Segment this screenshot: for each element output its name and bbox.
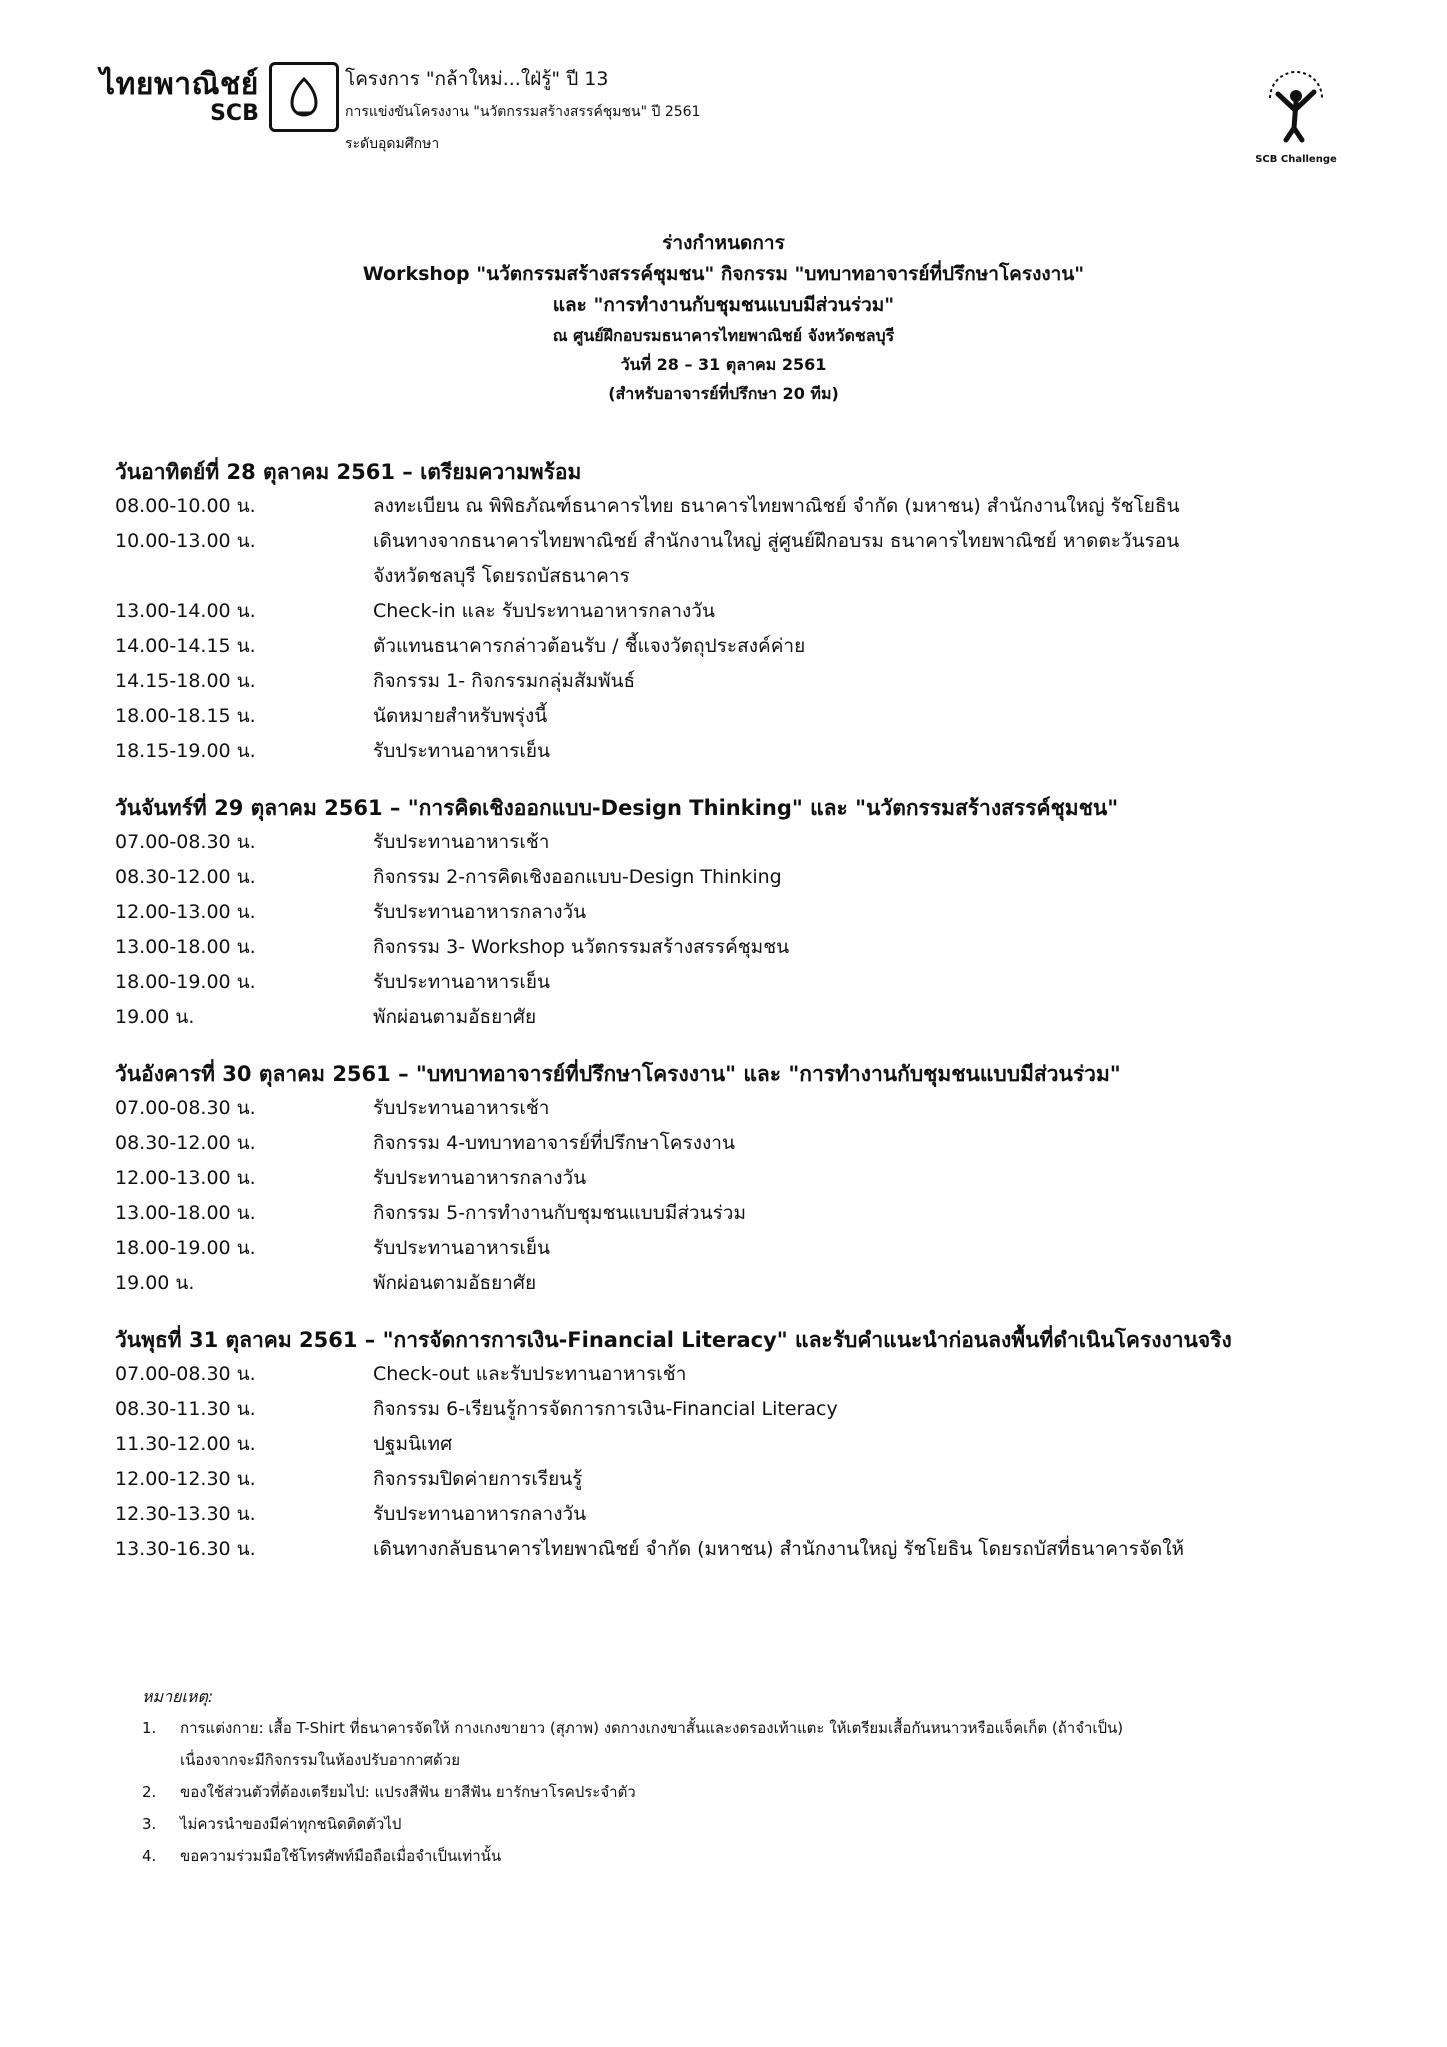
note-number: 2.: [142, 1783, 157, 1801]
row-time: 07.00-08.30 น.: [115, 831, 256, 853]
note-item: [142, 1744, 1362, 1776]
day-2: [115, 791, 1355, 1035]
row-activity: กิจกรรม 5-การทำงานกับชุมชนแบบมีส่วนร่วม: [373, 1202, 746, 1224]
row-activity: รับประทานอาหารเย็น: [373, 971, 551, 993]
row-activity: รับประทานอาหารเช้า: [373, 1097, 550, 1119]
row-activity: นัดหมายสำหรับพรุ่งนี้: [373, 705, 548, 727]
schedule-row: [115, 699, 1355, 734]
row-time: 18.15-19.00 น.: [115, 740, 256, 762]
schedule-row: [115, 1497, 1355, 1532]
row-time: 18.00-18.15 น.: [115, 705, 256, 727]
row-activity: กิจกรรม 2-การคิดเชิงออกแบบ-Design Thinking: [373, 866, 782, 888]
schedule-row: [115, 1126, 1355, 1161]
day-heading: วันพุธที่ 31 ตุลาคม 2561 – "การจัดการการเงิน-Financial Literacy" และรับคำแนะนำก่อนลงพื้นที่ดำเนินโครงงานจริง: [115, 1328, 1232, 1352]
row-activity: พักผ่อนตามอัธยาศัย: [373, 1006, 537, 1028]
row-time: 18.00-19.00 น.: [115, 1237, 256, 1259]
row-time: 14.15-18.00 น.: [115, 670, 256, 692]
row-activity: ลงทะเบียน ณ พิพิธภัณฑ์ธนาคารไทย ธนาคารไทยพาณิชย์ จำกัด (มหาชน) สำนักงานใหญ่ รัชโยธิน: [373, 495, 1180, 517]
row-time: 10.00-13.00 น.: [115, 530, 256, 552]
note-text: การแต่งกาย: เสื้อ T-Shirt ที่ธนาคารจัดให้ กางเกงขายาว (สุภาพ) งดกางเกงขาสั้นและงดรองเท้าแตะ ให้เตรียมเสื้อกันหนาวหรือแจ็คเก็ต (ถ้าจำเป็น): [180, 1719, 1124, 1737]
schedule-row: [115, 860, 1355, 895]
title-audience: (สำหรับอาจารย์ที่ปรึกษา 20 ทีม): [608, 384, 839, 403]
row-time: 08.00-10.00 น.: [115, 495, 256, 517]
row-time: 08.30-11.30 น.: [115, 1398, 256, 1420]
row-activity: กิจกรรม 6-เรียนรู้การจัดการการเงิน-Financial Literacy: [373, 1398, 838, 1420]
row-activity: รับประทานอาหารเย็น: [373, 1237, 551, 1259]
row-activity: Check-out และรับประทานอาหารเช้า: [373, 1363, 687, 1385]
row-time: 13.00-14.00 น.: [115, 600, 256, 622]
note-number: 3.: [142, 1815, 157, 1833]
schedule-row: [115, 1392, 1355, 1427]
row-time: 11.30-12.00 น.: [115, 1433, 256, 1455]
project-name: โครงการ "กล้าใหม่...ใฝ่รู้" ปี 13: [345, 68, 609, 90]
row-activity: ปฐมนิเทศ: [373, 1433, 453, 1455]
logo-scb-text: SCB: [210, 101, 259, 126]
row-time: 08.30-12.00 น.: [115, 866, 256, 888]
row-time: 13.00-18.00 น.: [115, 1202, 256, 1224]
schedule-row: [115, 1161, 1355, 1196]
row-activity: จังหวัดชลบุรี โดยรถบัสธนาคาร: [373, 565, 630, 587]
day-heading: วันอาทิตย์ที่ 28 ตุลาคม 2561 – เตรียมความพร้อม: [115, 460, 582, 484]
schedule-row: [115, 1462, 1355, 1497]
note-number: [142, 1744, 180, 1776]
schedule-row: [115, 1091, 1355, 1126]
scb-emblem-icon: [269, 62, 339, 132]
logo-thai-text: ไทยพาณิชย์: [100, 67, 259, 102]
row-activity: กิจกรรม 1- กิจกรรมกลุ่มสัมพันธ์: [373, 670, 636, 692]
day-heading: วันจันทร์ที่ 29 ตุลาคม 2561 – "การคิดเชิงออกแบบ-Design Thinking" และ "นวัตกรรมสร้างสรรค์ชุมชน": [115, 796, 1119, 820]
scb-challenge-logo: [1251, 68, 1341, 165]
note-item: [142, 1808, 1362, 1840]
schedule-row: [115, 1000, 1355, 1035]
schedule-row: [115, 629, 1355, 664]
title-line-2: Workshop "นวัตกรรมสร้างสรรค์ชุมชน" กิจกรรม "บทบาทอาจารย์ที่ปรึกษาโครงงาน": [362, 263, 1085, 285]
schedule-row: [115, 825, 1355, 860]
project-header: [345, 66, 700, 156]
row-time: 13.00-18.00 น.: [115, 936, 256, 958]
notes-section: [142, 1682, 1362, 1872]
note-item: [142, 1776, 1362, 1808]
title-line-1: ร่างกำหนดการ: [662, 232, 785, 254]
day-heading: วันอังคารที่ 30 ตุลาคม 2561 – "บทบาทอาจารย์ที่ปรึกษาโครงงาน" และ "การทำงานกับชุมชนแบบมีส่วนร่วม": [115, 1062, 1121, 1086]
schedule-row: [115, 1427, 1355, 1462]
row-time: 12.00-12.30 น.: [115, 1468, 256, 1490]
note-item: [142, 1712, 1362, 1744]
challenge-figure-icon: [1256, 68, 1336, 148]
notes-label: หมายเหตุ:: [142, 1687, 214, 1706]
row-activity: รับประทานอาหารกลางวัน: [373, 901, 587, 923]
schedule-row: [115, 1266, 1355, 1301]
row-activity: เดินทางกลับธนาคารไทยพาณิชย์ จำกัด (มหาชน) สำนักงานใหญ่ รัชโยธิน โดยรถบัสที่ธนาคารจัดให้: [373, 1538, 1185, 1560]
row-activity: พักผ่อนตามอัธยาศัย: [373, 1272, 537, 1294]
schedule-row: [115, 965, 1355, 1000]
schedule-row: [115, 1532, 1355, 1567]
row-activity: กิจกรรม 3- Workshop นวัตกรรมสร้างสรรค์ชุมชน: [373, 936, 790, 958]
schedule-row: [115, 734, 1355, 769]
schedule-row: [115, 930, 1355, 965]
title-line-3: และ "การทำงานกับชุมชนแบบมีส่วนร่วม": [552, 294, 895, 316]
day-4: [115, 1323, 1355, 1567]
row-time: 12.00-13.00 น.: [115, 1167, 256, 1189]
row-time: 14.00-14.15 น.: [115, 635, 256, 657]
note-text: ขอความร่วมมือใช้โทรศัพท์มือถือเมื่อจำเป็นเท่านั้น: [180, 1847, 502, 1865]
row-activity: กิจกรรม 4-บทบาทอาจารย์ที่ปรึกษาโครงงาน: [373, 1132, 735, 1154]
row-time: 19.00 น.: [115, 1006, 195, 1028]
day-3: [115, 1057, 1355, 1301]
row-time: 07.00-08.30 น.: [115, 1097, 256, 1119]
row-time: 07.00-08.30 น.: [115, 1363, 256, 1385]
row-activity: รับประทานอาหารเย็น: [373, 740, 551, 762]
schedule-row: [115, 1231, 1355, 1266]
schedule-row: [115, 594, 1355, 629]
schedule-row: [115, 1196, 1355, 1231]
education-level: ระดับอุดมศึกษา: [345, 136, 440, 152]
note-text: ของใช้ส่วนตัวที่ต้องเตรียมไป: แปรงสีฟัน ยาสีฟัน ยารักษาโรคประจำตัว: [180, 1783, 636, 1801]
schedule-row: [115, 559, 1355, 594]
row-activity: เดินทางจากธนาคารไทยพาณิชย์ สำนักงานใหญ่ สู่ศูนย์ฝึกอบรม ธนาคารไทยพาณิชย์ หาดตะวันรอน: [373, 530, 1180, 552]
competition-name: การแข่งขันโครงงาน "นวัตกรรมสร้างสรรค์ชุมชน" ปี 2561: [345, 104, 701, 120]
row-activity: กิจกรรมปิดค่ายการเรียนรู้: [373, 1468, 583, 1490]
row-time: 08.30-12.00 น.: [115, 1132, 256, 1154]
scb-logo: [100, 62, 339, 132]
schedule-row: [115, 1357, 1355, 1392]
row-time: 19.00 น.: [115, 1272, 195, 1294]
row-activity: รับประทานอาหารกลางวัน: [373, 1167, 587, 1189]
row-activity: ตัวแทนธนาคารกล่าวต้อนรับ / ชี้แจงวัตถุประสงค์ค่าย: [373, 635, 806, 657]
row-time: [115, 559, 373, 594]
row-activity: รับประทานอาหารเช้า: [373, 831, 550, 853]
note-text: ไม่ควรนำของมีค่าทุกชนิดติดตัวไป: [180, 1815, 402, 1833]
row-activity: รับประทานอาหารกลางวัน: [373, 1503, 587, 1525]
schedule-row: [115, 524, 1355, 559]
row-time: 12.30-13.30 น.: [115, 1503, 256, 1525]
day-1: [115, 455, 1355, 769]
note-text: เนื่องจากจะมีกิจกรรมในห้องปรับอากาศด้วย: [180, 1751, 461, 1769]
note-item: [142, 1840, 1362, 1872]
document-title: [0, 228, 1447, 408]
note-number: 1.: [142, 1719, 157, 1737]
schedule-row: [115, 489, 1355, 524]
row-time: 18.00-19.00 น.: [115, 971, 256, 993]
title-venue: ณ ศูนย์ฝึกอบรมธนาคารไทยพาณิชย์ จังหวัดชลบุรี: [552, 326, 895, 345]
row-time: 13.30-16.30 น.: [115, 1538, 256, 1560]
challenge-label: SCB Challenge: [1255, 154, 1337, 165]
title-dates: วันที่ 28 – 31 ตุลาคม 2561: [620, 355, 827, 374]
schedule: [115, 455, 1355, 1589]
note-number: 4.: [142, 1847, 157, 1865]
schedule-row: [115, 895, 1355, 930]
schedule-row: [115, 664, 1355, 699]
logo-text: [100, 68, 259, 126]
row-activity: Check-in และ รับประทานอาหารกลางวัน: [373, 600, 715, 622]
row-time: 12.00-13.00 น.: [115, 901, 256, 923]
